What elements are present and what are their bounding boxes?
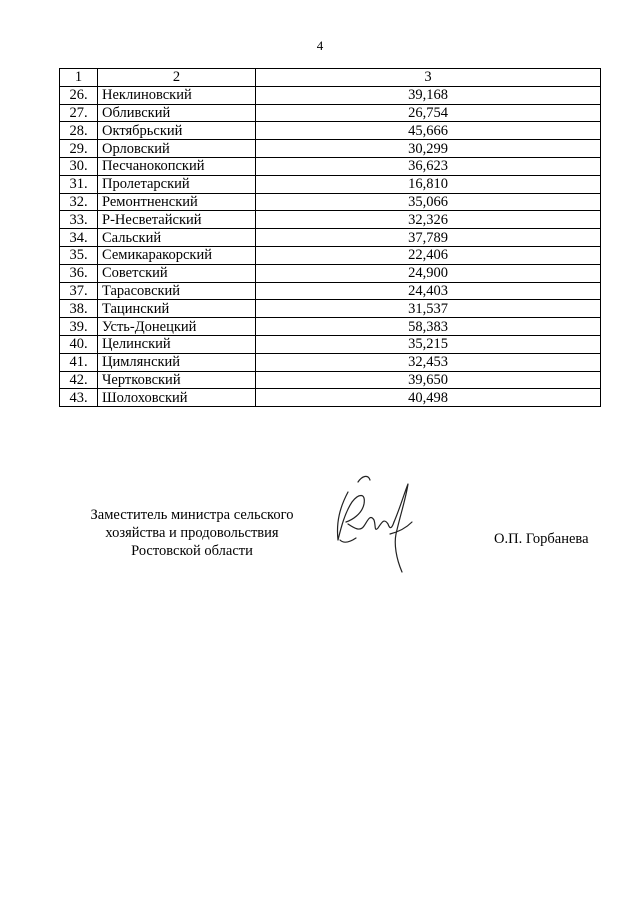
row-number: 36. — [60, 264, 98, 282]
handwritten-signature — [318, 462, 428, 582]
table-row — [60, 157, 601, 175]
row-value: 40,498 — [256, 389, 601, 407]
district-name: Неклиновский — [98, 86, 256, 104]
row-value: 32,326 — [256, 211, 601, 229]
table-row — [60, 193, 601, 211]
district-name: Семикаракорский — [98, 246, 256, 264]
district-name: Шолоховский — [98, 389, 256, 407]
table-row — [60, 318, 601, 336]
row-number: 29. — [60, 140, 98, 158]
district-name: Р-Несветайский — [98, 211, 256, 229]
row-value: 37,789 — [256, 229, 601, 247]
table-row — [60, 122, 601, 140]
district-name: Ремонтненский — [98, 193, 256, 211]
table-row — [60, 300, 601, 318]
column-header-3: 3 — [256, 69, 601, 87]
table-row — [60, 140, 601, 158]
district-name: Цимлянский — [98, 353, 256, 371]
table-header-row — [60, 69, 601, 87]
row-value: 24,403 — [256, 282, 601, 300]
row-number: 27. — [60, 104, 98, 122]
district-name: Обливский — [98, 104, 256, 122]
table-row — [60, 229, 601, 247]
position-line: Заместитель министра сельского — [90, 507, 294, 523]
row-number: 31. — [60, 175, 98, 193]
row-value: 16,810 — [256, 175, 601, 193]
row-number: 42. — [60, 371, 98, 389]
page-number: 4 — [316, 38, 324, 53]
district-name: Песчанокопский — [98, 157, 256, 175]
row-number: 35. — [60, 246, 98, 264]
district-name: Октябрьский — [98, 122, 256, 140]
row-value: 45,666 — [256, 122, 601, 140]
row-value: 36,623 — [256, 157, 601, 175]
row-value: 39,650 — [256, 371, 601, 389]
row-number: 30. — [60, 157, 98, 175]
row-value: 39,168 — [256, 86, 601, 104]
row-number: 37. — [60, 282, 98, 300]
table-row — [60, 389, 601, 407]
row-value: 30,299 — [256, 140, 601, 158]
table-row — [60, 353, 601, 371]
row-value: 31,537 — [256, 300, 601, 318]
district-name: Чертковский — [98, 371, 256, 389]
district-name: Тарасовский — [98, 282, 256, 300]
table-row — [60, 211, 601, 229]
district-name: Орловский — [98, 140, 256, 158]
column-header-2: 2 — [98, 69, 256, 87]
district-name: Целинский — [98, 335, 256, 353]
district-name: Советский — [98, 264, 256, 282]
position-line: хозяйства и продовольствия — [105, 525, 279, 541]
position-line: Ростовской области — [131, 543, 253, 559]
signer-name: О.П. Горбанева — [494, 531, 589, 547]
row-value: 35,215 — [256, 335, 601, 353]
row-value: 32,453 — [256, 353, 601, 371]
data-table — [59, 68, 601, 407]
table-row — [60, 104, 601, 122]
table-row — [60, 282, 601, 300]
table-row — [60, 264, 601, 282]
row-number: 34. — [60, 229, 98, 247]
table-row — [60, 86, 601, 104]
row-number: 32. — [60, 193, 98, 211]
row-value: 24,900 — [256, 264, 601, 282]
row-number: 28. — [60, 122, 98, 140]
table-row — [60, 335, 601, 353]
table-row — [60, 371, 601, 389]
row-value: 58,383 — [256, 318, 601, 336]
row-value: 26,754 — [256, 104, 601, 122]
row-number: 41. — [60, 353, 98, 371]
row-number: 33. — [60, 211, 98, 229]
table-row — [60, 175, 601, 193]
district-name: Пролетарский — [98, 175, 256, 193]
row-number: 38. — [60, 300, 98, 318]
row-value: 35,066 — [256, 193, 601, 211]
row-value: 22,406 — [256, 246, 601, 264]
table-row — [60, 246, 601, 264]
signatory-position — [62, 506, 322, 560]
row-number: 26. — [60, 86, 98, 104]
district-name: Сальский — [98, 229, 256, 247]
district-name: Тацинский — [98, 300, 256, 318]
row-number: 39. — [60, 318, 98, 336]
column-header-1: 1 — [60, 69, 98, 87]
district-name: Усть-Донецкий — [98, 318, 256, 336]
row-number: 40. — [60, 335, 98, 353]
row-number: 43. — [60, 389, 98, 407]
